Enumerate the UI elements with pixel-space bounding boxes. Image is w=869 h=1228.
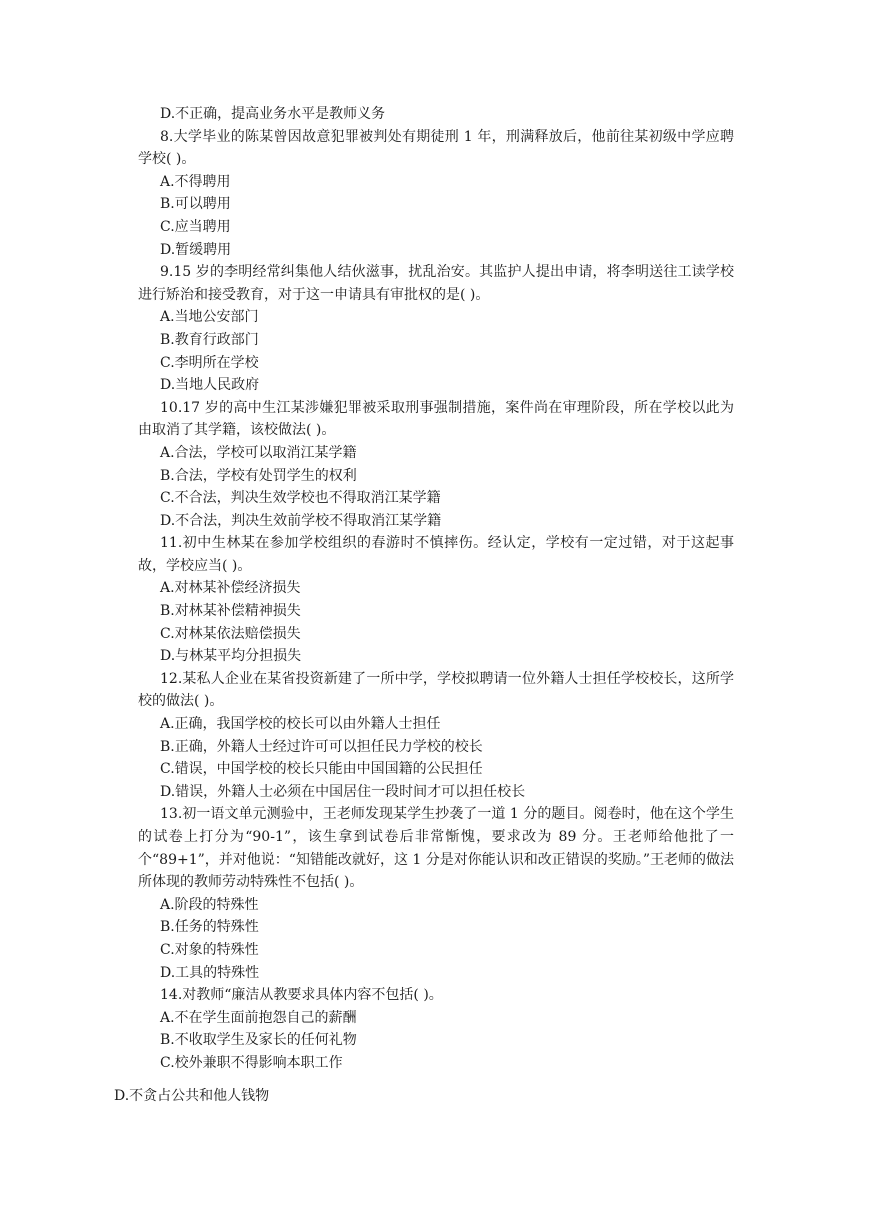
option-b: B.对林某补偿精神损失	[160, 603, 301, 620]
option-d: D.错误，外籍人士必须在中国居住一段时间才可以担任校长	[160, 783, 526, 800]
option-c: C.校外兼职不得影响本职工作	[160, 1054, 343, 1071]
option-b: B.任务的特殊性	[160, 919, 259, 936]
option-b: B.正确，外籍人士经过许可可以担任民力学校的校长	[160, 738, 483, 755]
trailing-option: D.不贪占公共和他人钱物	[114, 1088, 270, 1104]
option-a: A.合法，学校可以取消江某学籍	[160, 444, 357, 461]
question-9	[138, 261, 734, 397]
question-stem: 11.初中生林某在参加学校组织的春游时不慎摔伤。经认定，学校有一定过错，对于这起事故，学校应当( )。	[138, 535, 734, 574]
question-10	[138, 397, 734, 533]
question-stem: 8.大学毕业的陈某曾因故意犯罪被判处有期徒刑 1 年，刑满释放后，他前往某初级中学应聘学校( )。	[138, 128, 734, 168]
option-c: C.应当聘用	[160, 218, 231, 235]
lead-option: D.不正确，提高业务水平是教师义务	[160, 106, 386, 122]
option-d: D.暂缓聘用	[160, 241, 232, 258]
option-b: B.可以聘用	[160, 196, 231, 213]
question-stem: 14.对教师“廉洁从教要求具体内容不包括( )。	[160, 987, 443, 1004]
option-d: D.与林某平均分担损失	[160, 648, 302, 665]
question-8	[138, 126, 734, 262]
question-list	[138, 103, 734, 1075]
question-11	[138, 532, 734, 668]
option-c: C.不合法，判决生效学校也不得取消江某学籍	[160, 490, 441, 507]
option-d: D.当地人民政府	[160, 377, 260, 394]
question-stem: 9.15 岁的李明经常纠集他人结伙滋事，扰乱治安。其监护人提出申请，将李明送往工读学校进行矫治和接受教育，对于这一申请具有审批权的是( )。	[138, 264, 734, 303]
option-a: A.不在学生面前抱怨自己的薪酬	[160, 1009, 357, 1026]
question-stem: 12.某私人企业在某省投资新建了一所中学，学校拟聘请一位外籍人士担任学校校长，这所学校的做法( )。	[138, 670, 734, 710]
option-c: C.错误，中国学校的校长只能由中国国籍的公民担任	[160, 761, 483, 778]
question-stem: 13.初一语文单元测验中，王老师发现某学生抄袭了一道 1 分的题目。阅卷时，他在这个学生的试卷上打分为“90-1”，该生拿到试卷后非常惭愧，要求改为 89 分。王老师给他批了一个“89+1”，并对他说：“知错能改就好，这 1 分是对你能认识和改正错误的奖励。”王老师的做法所体现的教师劳动特殊性不包括( )。	[138, 806, 734, 891]
question-13	[138, 803, 734, 984]
question-stem: 10.17 岁的高中生江某涉嫌犯罪被采取刑事强制措施，案件尚在审理阶段，所在学校以此为由取消了其学籍，该校做法( )。	[138, 399, 734, 439]
option-a: A.不得聘用	[160, 173, 231, 190]
option-b: B.合法，学校有处罚学生的权利	[160, 467, 357, 484]
option-c: C.对象的特殊性	[160, 941, 259, 958]
option-b: B.教育行政部门	[160, 331, 259, 348]
option-a: A.对林某补偿经济损失	[160, 580, 301, 597]
option-d: D.工具的特殊性	[160, 964, 260, 981]
option-a: A.当地公安部门	[160, 309, 259, 326]
question-14	[138, 984, 734, 1074]
option-a: A.阶段的特殊性	[160, 896, 259, 913]
option-a: A.正确，我国学校的校长可以由外籍人士担任	[160, 716, 441, 733]
option-b: B.不收取学生及家长的任何礼物	[160, 1032, 357, 1049]
option-c: C.对林某依法赔偿损失	[160, 625, 301, 642]
question-12	[138, 668, 734, 804]
option-c: C.李明所在学校	[160, 354, 259, 371]
option-d: D.不合法，判决生效前学校不得取消江某学籍	[160, 512, 442, 529]
